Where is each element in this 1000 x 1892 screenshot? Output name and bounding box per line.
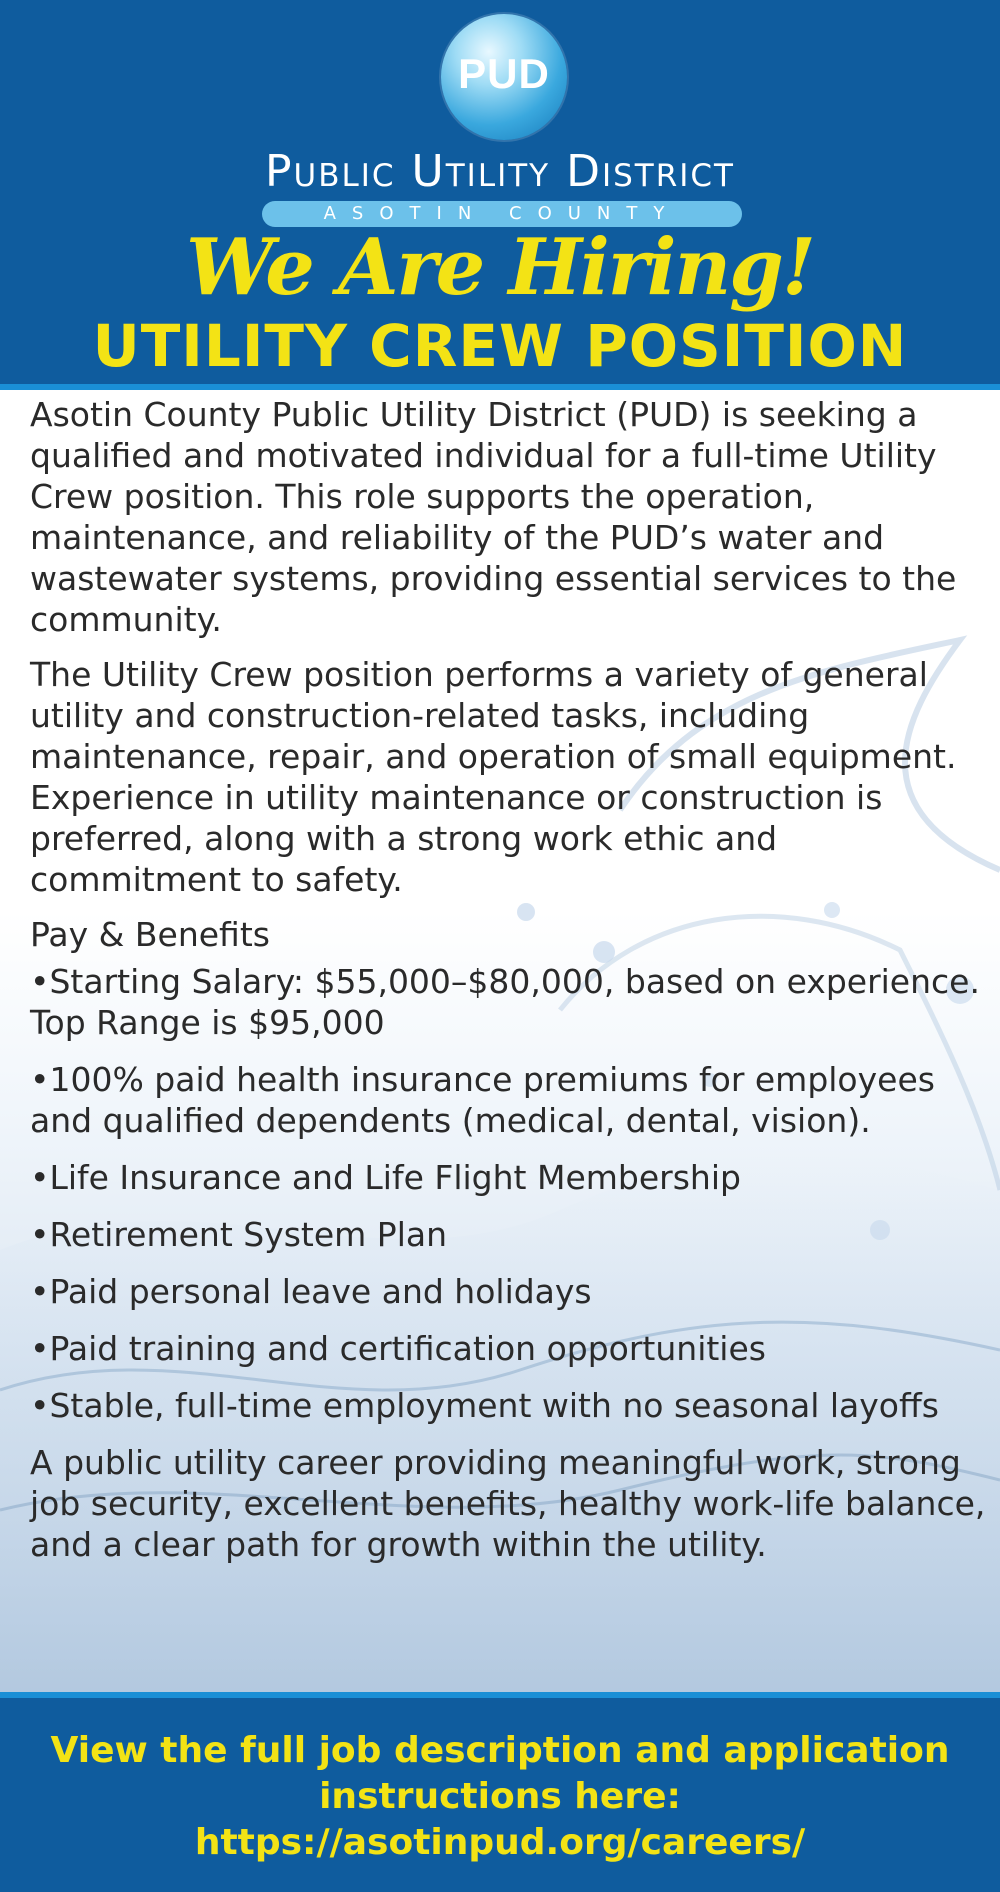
footer-line-1: View the full job description and application: [50, 1730, 950, 1771]
closing-paragraph: A public utility career providing meaningful work, strong job security, excellent benefits, healthy work-life balance, and a clear path for growth within the utility.: [30, 1443, 986, 1564]
benefit-item: •Retirement System Plan: [30, 1215, 448, 1254]
pud-logo: [441, 14, 567, 140]
logo-text: PUD: [458, 50, 550, 97]
benefit-item: •Life Insurance and Life Flight Membership: [30, 1158, 741, 1197]
intro-paragraph: Asotin County Public Utility District (PUD) is seeking a qualified and motivated individual for a full-time Utility Crew position. This role supports the operation, maintenance, and reliability of the PUD’s water and wastewater systems, providing essential services to the community.: [30, 395, 957, 639]
position-title: UTILITY CREW POSITION: [92, 312, 908, 380]
footer-line-2: instructions here:: [319, 1776, 681, 1817]
header: [0, 0, 1000, 384]
benefit-item: •Paid training and certification opportunities: [30, 1329, 766, 1368]
county-band: ASOTIN COUNTY: [262, 201, 742, 227]
duties-paragraph: The Utility Crew position performs a variety of general utility and construction-related tasks, including maintenance, repair, and operation of small equipment. Experience in utility maintenance or construction is preferred, along with a strong work ethic and commitment to safety.: [30, 655, 957, 899]
benefit-item: •100% paid health insurance premiums for employees and qualified dependents (medical, dental, vision).: [30, 1060, 935, 1140]
careers-link[interactable]: https://asotinpud.org/careers/: [194, 1822, 806, 1863]
benefit-item: •Paid personal leave and holidays: [30, 1272, 592, 1311]
district-name: Public Utility District: [265, 146, 735, 197]
hiring-headline: We Are Hiring!: [186, 222, 814, 313]
content-panel: [0, 384, 1000, 1698]
pay-benefits-heading: Pay & Benefits: [30, 915, 270, 954]
footer: [0, 1698, 1000, 1892]
benefit-item: •Starting Salary: $55,000–$80,000, based on experience. Top Range is $95,000: [30, 962, 980, 1042]
benefit-item: •Stable, full-time employment with no seasonal layoffs: [30, 1386, 939, 1425]
posting-content: [30, 394, 990, 1579]
